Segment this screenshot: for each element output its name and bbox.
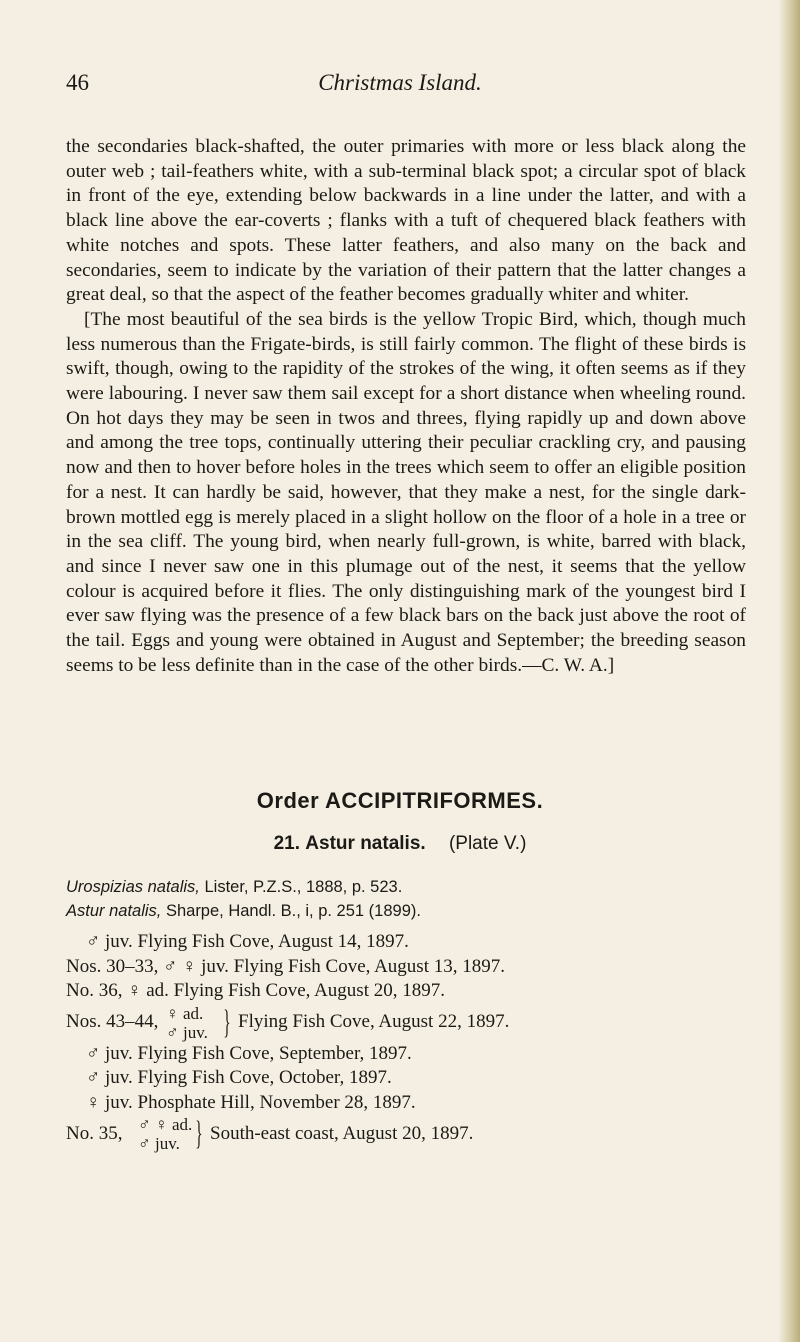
synonym-citation: Sharpe, Handl. B., i, p. 251 (1899). — [161, 902, 421, 920]
specimen-entry: Nos. 30–33, ♂ ♀ juv. Flying Fish Cove, August 13, 1897. — [66, 955, 505, 977]
specimen-entry: ♀ juv. Phosphate Hill, November 28, 1897. — [86, 1091, 416, 1113]
brace-glyph: } — [195, 1115, 203, 1152]
synonym-entry — [66, 899, 756, 923]
specimen-sex-stack — [138, 1115, 192, 1153]
specimen-locality: South-east coast, August 20, 1897. — [210, 1122, 474, 1144]
running-head — [0, 70, 800, 106]
specimen-sex-top: ♀ ad. — [166, 1003, 204, 1023]
specimen-numbers: No. 35, — [66, 1122, 123, 1144]
specimen-entry: ♂ juv. Flying Fish Cove, September, 1897. — [86, 1042, 412, 1064]
species-heading — [0, 833, 800, 855]
specimen-numbers: Nos. 43–44, — [66, 1011, 159, 1033]
synonym-name: Urospizias natalis, — [66, 878, 200, 896]
synonym-name: Astur natalis, — [66, 902, 162, 920]
specimen-sex-top: ♂ ♀ ad. — [138, 1115, 193, 1134]
running-title: Christmas Island. — [318, 70, 482, 95]
body-text — [66, 135, 746, 678]
order-heading: Order ACCIPITRIFORMES. — [256, 788, 544, 813]
specimen-entry: ♂ juv. Flying Fish Cove, October, 1897. — [86, 1067, 392, 1088]
paragraph-description: the secondaries black-shafted, the outer primaries with more or less black along the outer web ; tail-feathers white, with a sub-terminal black spot; a circular spot of black in front of the eye, extending below backwards in a line under the latter, and with a black line above the ear-coverts ; flanks with a tuft of chequered black feathers with white notches and spots. These latter feathers, and also many on the back and secondaries, seem to indicate by the variation of their pattern that the latter changes a great deal, so that the aspect of the feather becomes gradually whiter and whiter. — [66, 136, 746, 306]
species-number: 21. — [273, 833, 301, 854]
specimen-entry: ♂ juv. Flying Fish Cove, August 14, 1897. — [86, 931, 409, 952]
specimen-locality: Flying Fish Cove, August 22, 1897. — [238, 1011, 510, 1033]
paragraph-tropic-bird: [The most beautiful of the sea birds is the yellow Tropic Bird, which, though much less numerous than the Frigate-birds, is still fairly common. The flight of these birds is swift, though, owing to the rapidity of the strokes of the wing, it often seems as if they were labouring. I never saw them sail except for a short distance when wheeling round. On hot days they may be seen in twos and threes, flying rapidly up and down above and among the tree tops, continually uttering their peculiar crackling cry, and pausing now and then to hover before holes in the trees which seem to offer an eligible position for a nest. It can hardly be said, however, that they make a nest, for the single dark-brown mottled egg is merely placed in a slight hollow on the floor of a hole in a tree or in the sea cliff. The young bird, when nearly full-grown, is white, barred with black, and since I never saw one in this plumage out of the nest, it seems that the yellow colour is acquired before it flies. The only distinguishing mark of the youngest bird I ever saw flying was the presence of a few black bars on the back just above the root of the tail. Eggs and young were obtained in August and September; the breeding season seems to be less definite than in the case of the other birds.—C. W. A.] — [66, 308, 746, 676]
synonymy-list — [66, 875, 756, 923]
plate-reference: (Plate V.) — [448, 833, 527, 854]
specimen-entry: No. 36, ♀ ad. Flying Fish Cove, August 20, 1897. — [66, 980, 445, 1001]
specimen-sex-stack — [166, 1004, 220, 1042]
specimen-entry-braced — [66, 1115, 766, 1153]
specimen-sex-bottom: ♂ juv. — [138, 1134, 180, 1153]
synonym-citation: Lister, P.Z.S., 1888, p. 523. — [199, 878, 403, 896]
synonym-entry — [66, 875, 756, 899]
species-name: Astur natalis. — [305, 833, 426, 854]
specimen-list — [66, 930, 766, 1153]
page-edge-shadow — [778, 0, 800, 1342]
brace-glyph: } — [223, 1003, 231, 1041]
page-number: 46 — [66, 70, 89, 95]
specimen-entry-braced — [66, 1004, 766, 1042]
specimen-sex-bottom: ♂ juv. — [166, 1022, 208, 1042]
